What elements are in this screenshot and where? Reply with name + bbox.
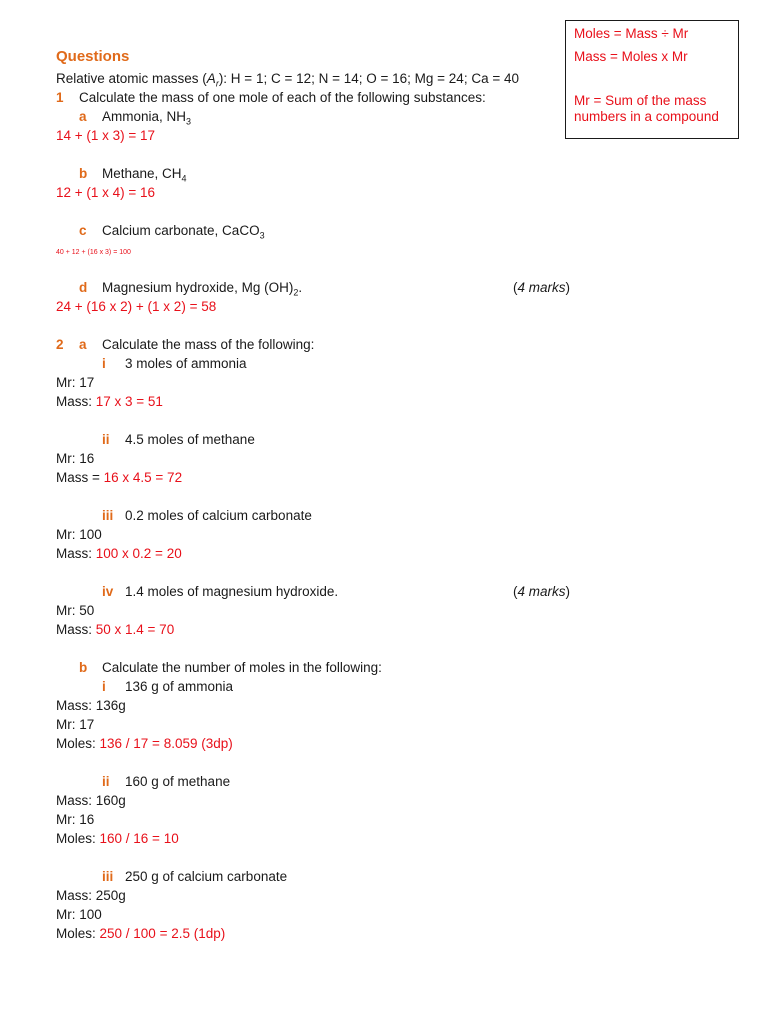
- answer-2a-iv: Mass: 50 x 1.4 = 70: [56, 622, 175, 637]
- mr-2b-ii: Mr: 16: [56, 812, 95, 827]
- question-1: 1 Calculate the mass of one mole of each of the following substances:: [56, 90, 486, 105]
- mr-2a-iv: Mr: 50: [56, 603, 95, 618]
- page-title: Questions: [56, 48, 130, 65]
- answer-2a-ii: Mass = 16 x 4.5 = 72: [56, 470, 183, 485]
- marks-q1: (4 marks): [513, 280, 571, 295]
- mr-2b-iii: Mr: 100: [56, 907, 102, 922]
- formula-moles: Moles = Mass ÷ Mr: [574, 26, 689, 41]
- answer-2a-iii: Mass: 100 x 0.2 = 20: [56, 546, 182, 561]
- answer-2b-iii: Moles: 250 / 100 = 2.5 (1dp): [56, 926, 226, 941]
- answer-2b-ii: Moles: 160 / 16 = 10: [56, 831, 179, 846]
- mr-2a-iii: Mr: 100: [56, 527, 102, 542]
- relative-atomic-masses: Relative atomic masses $(A_r)$: H = 1; C = 12; N = 14; O = 16; Mg = 24; Ca = 40: [56, 71, 519, 89]
- answer-1d: 24 + (16 x 2) + (1 x 2) = 58: [56, 299, 217, 314]
- answer-1a: 14 + (1 x 3) = 17: [56, 128, 156, 143]
- mass-2b-i: Mass: 136g: [56, 698, 126, 713]
- mass-2b-iii: Mass: 250g: [56, 888, 126, 903]
- formula-mass: Mass = Moles x Mr: [574, 49, 688, 64]
- mr-2a-ii: Mr: 16: [56, 451, 95, 466]
- formula-mr-line2: numbers in a compound: [574, 109, 719, 124]
- answer-1c: 40 + 12 + (16 x 3) = 100: [56, 249, 131, 256]
- formula-mr-line1: Mr = Sum of the mass: [574, 93, 707, 108]
- formula-box: [565, 20, 739, 139]
- question-2a: 2 a Calculate the mass of the following:: [56, 337, 315, 352]
- mr-2a-i: Mr: 17: [56, 375, 95, 390]
- answer-2a-i: Mass: 17 x 3 = 51: [56, 394, 163, 409]
- mass-2b-ii: Mass: 160g: [56, 793, 126, 808]
- answer-2b-i: Moles: 136 / 17 = 8.059 (3dp): [56, 736, 233, 751]
- answer-1b: 12 + (1 x 4) = 16: [56, 185, 156, 200]
- mr-2b-i: Mr: 17: [56, 717, 95, 732]
- marks-q2a: (4 marks): [513, 584, 571, 599]
